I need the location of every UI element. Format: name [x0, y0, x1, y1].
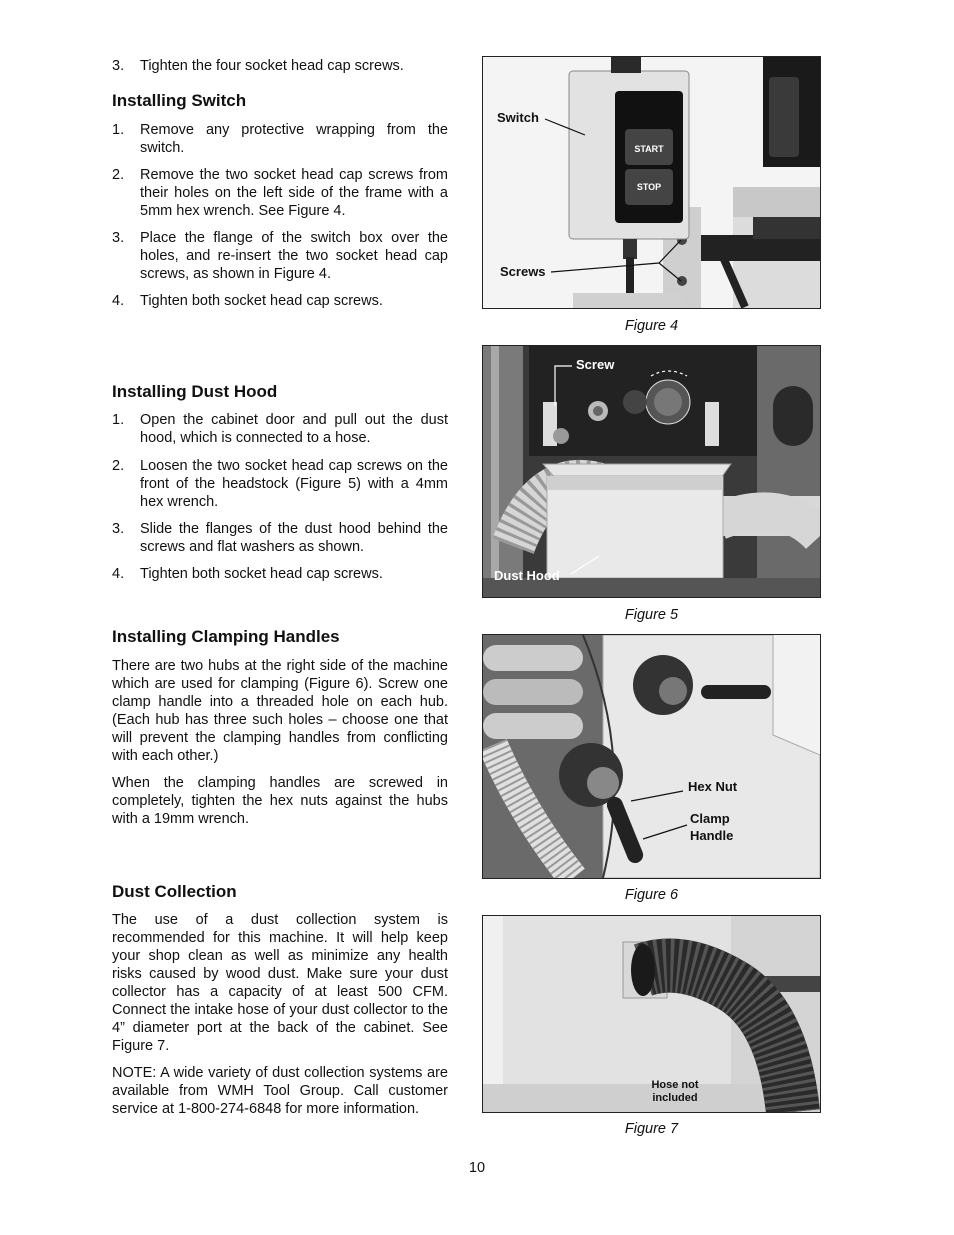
section-heading-dust-collection: Dust Collection: [112, 882, 237, 901]
clamping-paragraph-2: When the clamping handles are screwed in completely, tighten the hex nuts against the hubs with a 19mm wrench.: [112, 775, 448, 827]
step-text: Open the cabinet door and pull out the dust hood, which is connected to a hose.: [140, 412, 448, 446]
step-number: 2.: [112, 167, 125, 183]
hose-note-line-2: included: [652, 1092, 698, 1104]
figure-6-clamping-handles-photo: [482, 634, 821, 879]
figure-4-switch-photo: [482, 56, 821, 309]
step-number: 1.: [112, 122, 125, 138]
figure-6-caption: Figure 6: [624, 887, 679, 903]
step-number: 1.: [112, 412, 125, 428]
step-text: Remove any protective wrapping from the switch.: [140, 122, 448, 156]
step-number: 3.: [112, 58, 125, 74]
start-button-label: START: [634, 144, 664, 154]
dust-collection-note: NOTE: A wide variety of dust collection systems are available from WMH Tool Group. Call customer service at 1-800-274-6848 for more information.: [112, 1065, 448, 1117]
screw-label: Screw: [576, 357, 615, 372]
step-text: Slide the flanges of the dust hood behind the screws and flat washers as shown.: [140, 521, 448, 555]
section-heading-clamping: Installing Clamping Handles: [112, 627, 340, 646]
dust-hood-illustration: [483, 346, 820, 597]
clamp-label-line-2: Handle: [690, 828, 734, 843]
section-heading-dust-hood: Installing Dust Hood: [112, 382, 278, 401]
stop-button-label: STOP: [636, 182, 662, 192]
page-number: 10: [468, 1160, 486, 1176]
step-number: 4.: [112, 566, 125, 582]
step-number: 3.: [112, 521, 125, 537]
step-number: 2.: [112, 458, 125, 474]
clamp-label-line-1: Clamp: [690, 811, 730, 826]
figure-5-dust-hood-photo: [482, 345, 821, 598]
step-number: 4.: [112, 293, 125, 309]
figure-7-caption: Figure 7: [624, 1121, 679, 1137]
dust-collection-paragraph-1: The use of a dust collection system is recommended for this machine. It will help keep your shop clean as well as minimize any health risks caused by wood dust. Make sure your dust collector has a capacity of at least 500 CFM. Connect the intake hose of your dust collector to the 4” diameter port at the back of the cabinet. See Figure 7.: [112, 912, 448, 1054]
step-text: Loosen the two socket head cap screws on the front of the headstock (Figure 5) with a 4mm hex wrench.: [140, 458, 448, 510]
hex-nut-label: Hex Nut: [688, 779, 738, 794]
section-heading-switch: Installing Switch: [112, 91, 247, 110]
screws-label: Screws: [500, 264, 546, 279]
hose-note-line-1: Hose not: [651, 1079, 699, 1091]
switch-label: Switch: [497, 110, 539, 125]
step-text: Place the flange of the switch box over the holes, and re-insert the two socket head cap screws, as shown in Figure 4.: [140, 230, 448, 282]
step-number: 3.: [112, 230, 125, 246]
step-text: Tighten both socket head cap screws.: [140, 566, 383, 582]
clamping-handles-illustration: [483, 635, 820, 878]
step-text: Remove the two socket head cap screws from their holes on the left side of the frame with a 5mm hex wrench. See Figure 4.: [140, 167, 448, 219]
step-text: Tighten both socket head cap screws.: [140, 293, 383, 309]
figure-5-caption: Figure 5: [624, 607, 679, 623]
dust-hood-label: Dust Hood: [494, 568, 560, 583]
figure-7-dust-port-photo: [482, 915, 821, 1113]
figure-4-caption: Figure 4: [624, 318, 679, 334]
clamping-paragraph-1: There are two hubs at the right side of the machine which are used for clamping (Figure 6). Screw one clamp handle into a threaded hole on each hub. (Each hub has three such holes – choose one that will prevent the clamping handles from conflicting with each other.): [112, 658, 448, 764]
step-text: Tighten the four socket head cap screws.: [140, 58, 404, 74]
